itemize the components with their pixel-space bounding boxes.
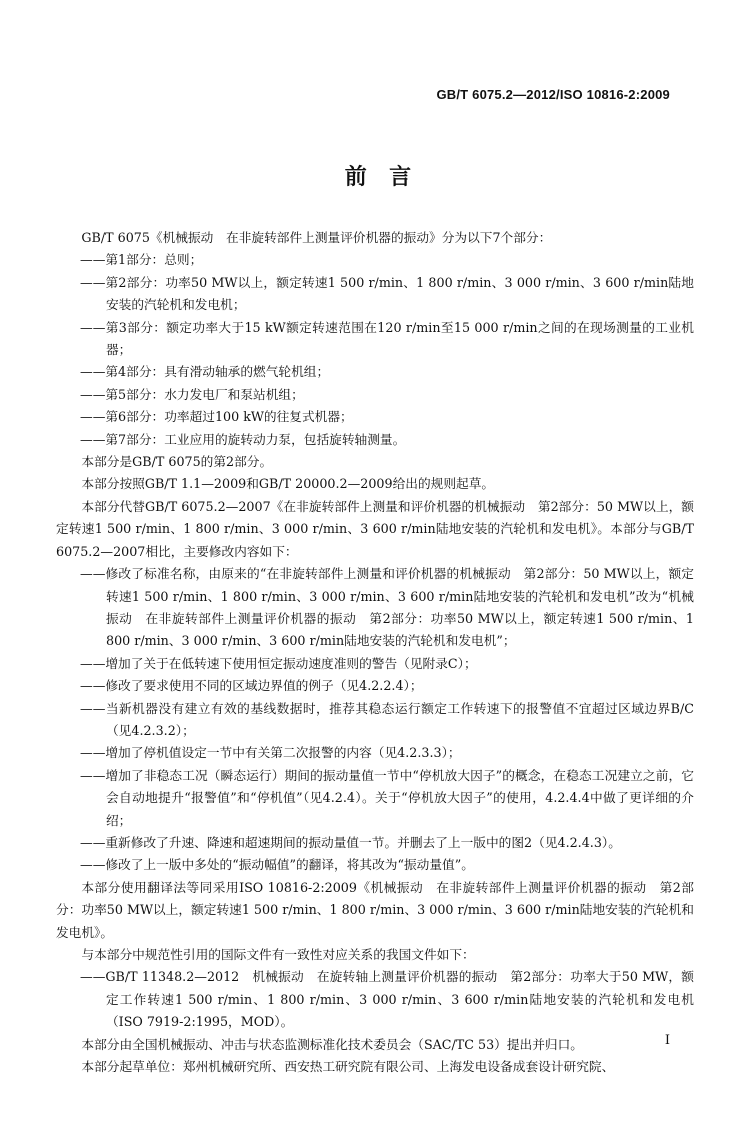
paragraph: 本部分使用翻译法等同采用ISO 10816-2:2009《机械振动 在非旋转部件上测量评价机器的振动 第2部分：功率50 MW以上，额定转速1 500 r/min、1 800 r/min、3 000 r/min、3 600 r/min陆地安装的汽轮机和发电机》。 [56, 879, 694, 940]
list-item: ——修改了标准名称，由原来的“在非旋转部件上测量和评价机器的机械振动 第2部分：50 MW以上，额定转速1 500 r/min、1 800 r/min、3 000 r/min、3 600 r/min陆地安装的汽轮机和发电机”改为“机械振动 在非旋转部件上测量评价机器的振动 第2部分：功率50 MW以上，额定转速1 500 r/min、1 800 r/min、3 000 r/min、3 600 r/min陆地安装的汽轮机和发电机”； [80, 566, 694, 649]
list-item: ——第2部分：功率50 MW以上，额定转速1 500 r/min、1 800 r/min、3 000 r/min、3 600 r/min陆地安装的汽轮机和发电机； [80, 274, 694, 313]
list-item: ——第5部分：水力发电厂和泵站机组； [80, 386, 304, 402]
list-item: ——第4部分：具有滑动轴承的燃气轮机组； [80, 364, 330, 380]
list-item: ——第6部分：功率超过100 kW的往复式机器； [80, 409, 353, 425]
list-item: ——增加了关于在低转速下使用恒定振动速度准则的警告（见附录C）； [80, 655, 477, 671]
list-item: ——修改了要求使用不同的区域边界值的例子（见4.2.2.4）； [80, 678, 423, 694]
paragraph: 本部分按照GB/T 1.1—2009和GB/T 20000.2—2009给出的规则起草。 [81, 476, 495, 492]
paragraph: 与本部分中规范性引用的国际文件有一致性对应关系的我国文件如下： [81, 947, 475, 962]
preface-body [56, 227, 694, 1078]
list-item: ——GB/T 11348.2—2012 机械振动 在旋转轴上测量评价机器的振动 第2部分：功率大于50 MW，额定工作转速1 500 r/min、1 800 r/min、3 000 r/min、3 600 r/min陆地安装的汽轮机和发电机（ISO 7919-2:1995，MOD）。 [80, 969, 694, 1030]
list-item: ——第7部分：工业应用的旋转动力泵，包括旋转轴测量。 [80, 431, 406, 447]
paragraph: 本部分代替GB/T 6075.2—2007《在非旋转部件上测量和评价机器的机械振动 第2部分：50 MW以上，额定转速1 500 r/min、1 800 r/min、3 000 r/min、3 600 r/min陆地安装的汽轮机和发电机》。本部分与GB/T 6075.2—2007相比，主要修改内容如下： [56, 498, 694, 559]
paragraph: 本部分由全国机械振动、冲击与状态监测标准化技术委员会（SAC/TC 53）提出并归口。 [81, 1036, 583, 1052]
page-title: 前 言 [344, 164, 412, 190]
paragraph: 本部分是GB/T 6075的第2部分。 [81, 454, 273, 470]
list-item: ——增加了停机值设定一节中有关第二次报警的内容（见4.2.3.3）； [80, 745, 461, 761]
list-item: ——第1部分：总则； [80, 252, 203, 268]
list-item: ——修改了上一版中多处的“振动幅值”的翻译，将其改为“振动量值”。 [80, 857, 474, 873]
standard-code-header: GB/T 6075.2—2012/ISO 10816-2:2009 [436, 87, 670, 102]
list-item: ——当新机器没有建立有效的基线数据时，推荐其稳态运行额定工作转速下的报警值不宜超过区域边界B/C（见4.2.3.2）； [80, 700, 694, 738]
list-item: ——增加了非稳态工况（瞬态运行）期间的振动量值一节中“停机放大因子”的概念，在稳态工况建立之前，它会自动地提升“报警值”和“停机值”（见4.2.4）。关于“停机放大因子”的使用，4.2.4.4中做了更详细的介绍； [80, 767, 694, 828]
list-item: ——第3部分：额定功率大于15 kW额定转速范围在120 r/min至15 000 r/min之间的在现场测量的工业机器； [80, 319, 694, 358]
page-number: I [664, 1033, 670, 1048]
list-item: ——重新修改了升速、降速和超速期间的振动量值一节。并删去了上一版中的图2（见4.2.4.3）。 [80, 834, 621, 850]
paragraph: GB/T 6075《机械振动 在非旋转部件上测量评价机器的振动》分为以下7个部分： [81, 230, 552, 245]
paragraph: 本部分起草单位：郑州机械研究所、西安热工研究院有限公司、上海发电设备成套设计研究院、 [81, 1059, 615, 1075]
